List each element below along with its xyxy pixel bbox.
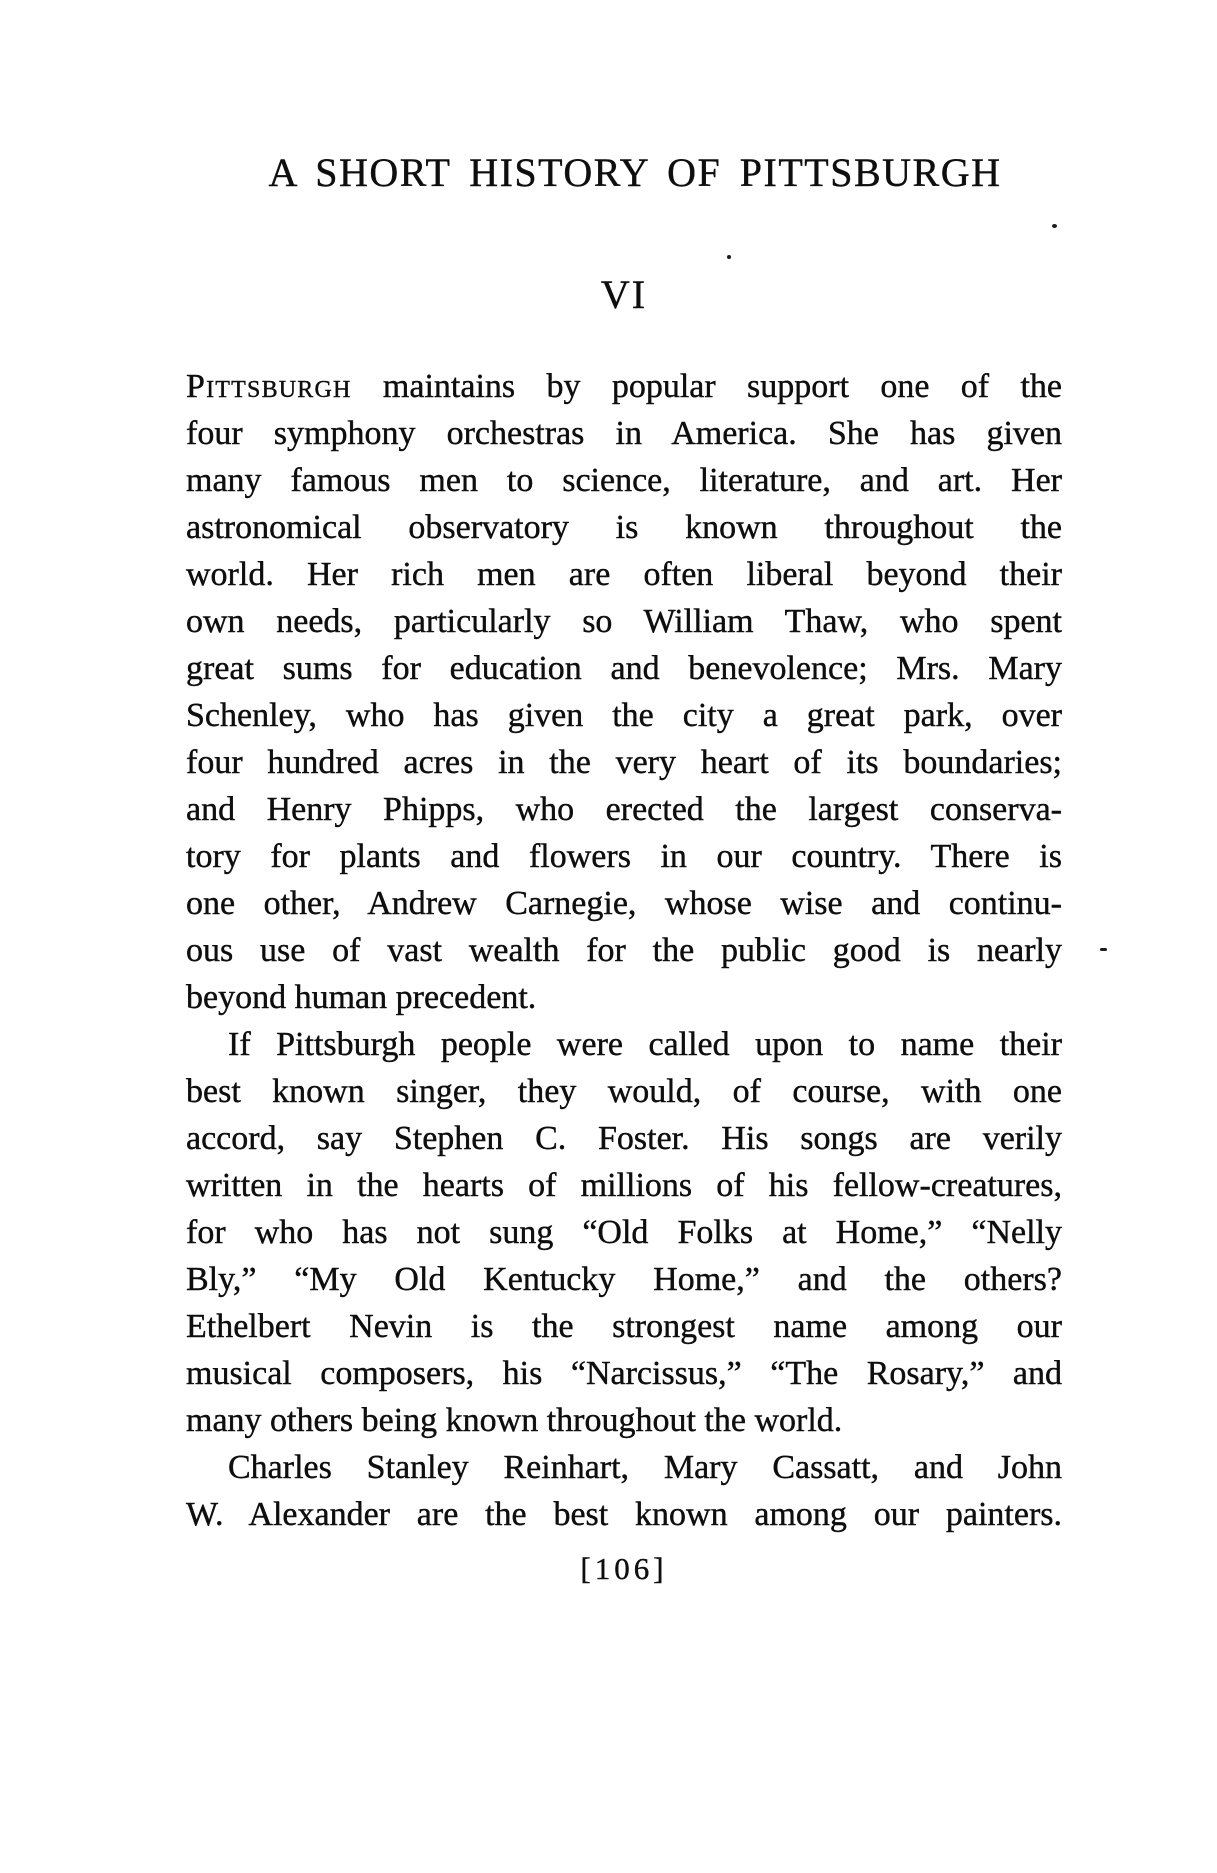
text-line: accord, say Stephen C. Foster. His songs are verily xyxy=(186,1120,1062,1157)
ink-speck xyxy=(1100,948,1107,951)
text-line: Schenley, who has given the city a great park, over xyxy=(186,697,1062,734)
paragraph xyxy=(186,1021,1062,1444)
paragraph xyxy=(186,363,1062,1021)
ink-speck xyxy=(1052,224,1057,228)
body-text xyxy=(186,363,1062,1538)
text-line: many famous men to science, literature, and art. Her xyxy=(186,462,1062,499)
text-line: four symphony orchestras in America. She has given xyxy=(186,415,1062,452)
text-line: Pittsburgh maintains by popular support one of the xyxy=(186,368,1062,405)
text-line: Bly,” “My Old Kentucky Home,” and the others? xyxy=(186,1261,1062,1298)
paragraph xyxy=(186,1444,1062,1538)
text-line: four hundred acres in the very heart of its boundaries; xyxy=(186,744,1062,781)
text-line: beyond human precedent. xyxy=(186,979,537,1016)
text-line: Ethelbert Nevin is the strongest name among our xyxy=(186,1308,1062,1345)
text-line: musical composers, his “Narcissus,” “The Rosary,” and xyxy=(186,1355,1062,1392)
text-line: Charles Stanley Reinhart, Mary Cassatt, and John xyxy=(228,1449,1062,1486)
text-line: ous use of vast wealth for the public good is nearly xyxy=(186,932,1062,969)
ink-speck xyxy=(727,255,731,259)
text-line: and Henry Phipps, who erected the largest conserva- xyxy=(186,791,1062,828)
page-number: [106] xyxy=(580,1551,668,1586)
text-line: tory for plants and flowers in our country. There is xyxy=(186,838,1062,875)
text-line: great sums for education and benevolence; Mrs. Mary xyxy=(186,650,1062,687)
text-line: If Pittsburgh people were called upon to name their xyxy=(228,1026,1062,1063)
text-line: own needs, particularly so William Thaw, who spent xyxy=(186,603,1062,640)
text-line: astronomical observatory is known throughout the xyxy=(186,509,1062,546)
text-line: many others being known throughout the world. xyxy=(186,1402,843,1439)
text-line: written in the hearts of millions of his fellow-creatures, xyxy=(186,1167,1062,1204)
text-line: best known singer, they would, of course, with one xyxy=(186,1073,1062,1110)
text-line: one other, Andrew Carnegie, whose wise and continu- xyxy=(186,885,1062,922)
smallcaps-lead: Pittsburgh xyxy=(186,368,352,405)
text-line: W. Alexander are the best known among our painters. xyxy=(186,1496,1062,1533)
chapter-numeral: VI xyxy=(600,272,648,317)
running-head: A SHORT HISTORY OF PITTSBURGH xyxy=(268,150,1002,195)
text-line: world. Her rich men are often liberal beyond their xyxy=(186,556,1062,593)
text-line: for who has not sung “Old Folks at Home,” “Nelly xyxy=(186,1214,1062,1251)
